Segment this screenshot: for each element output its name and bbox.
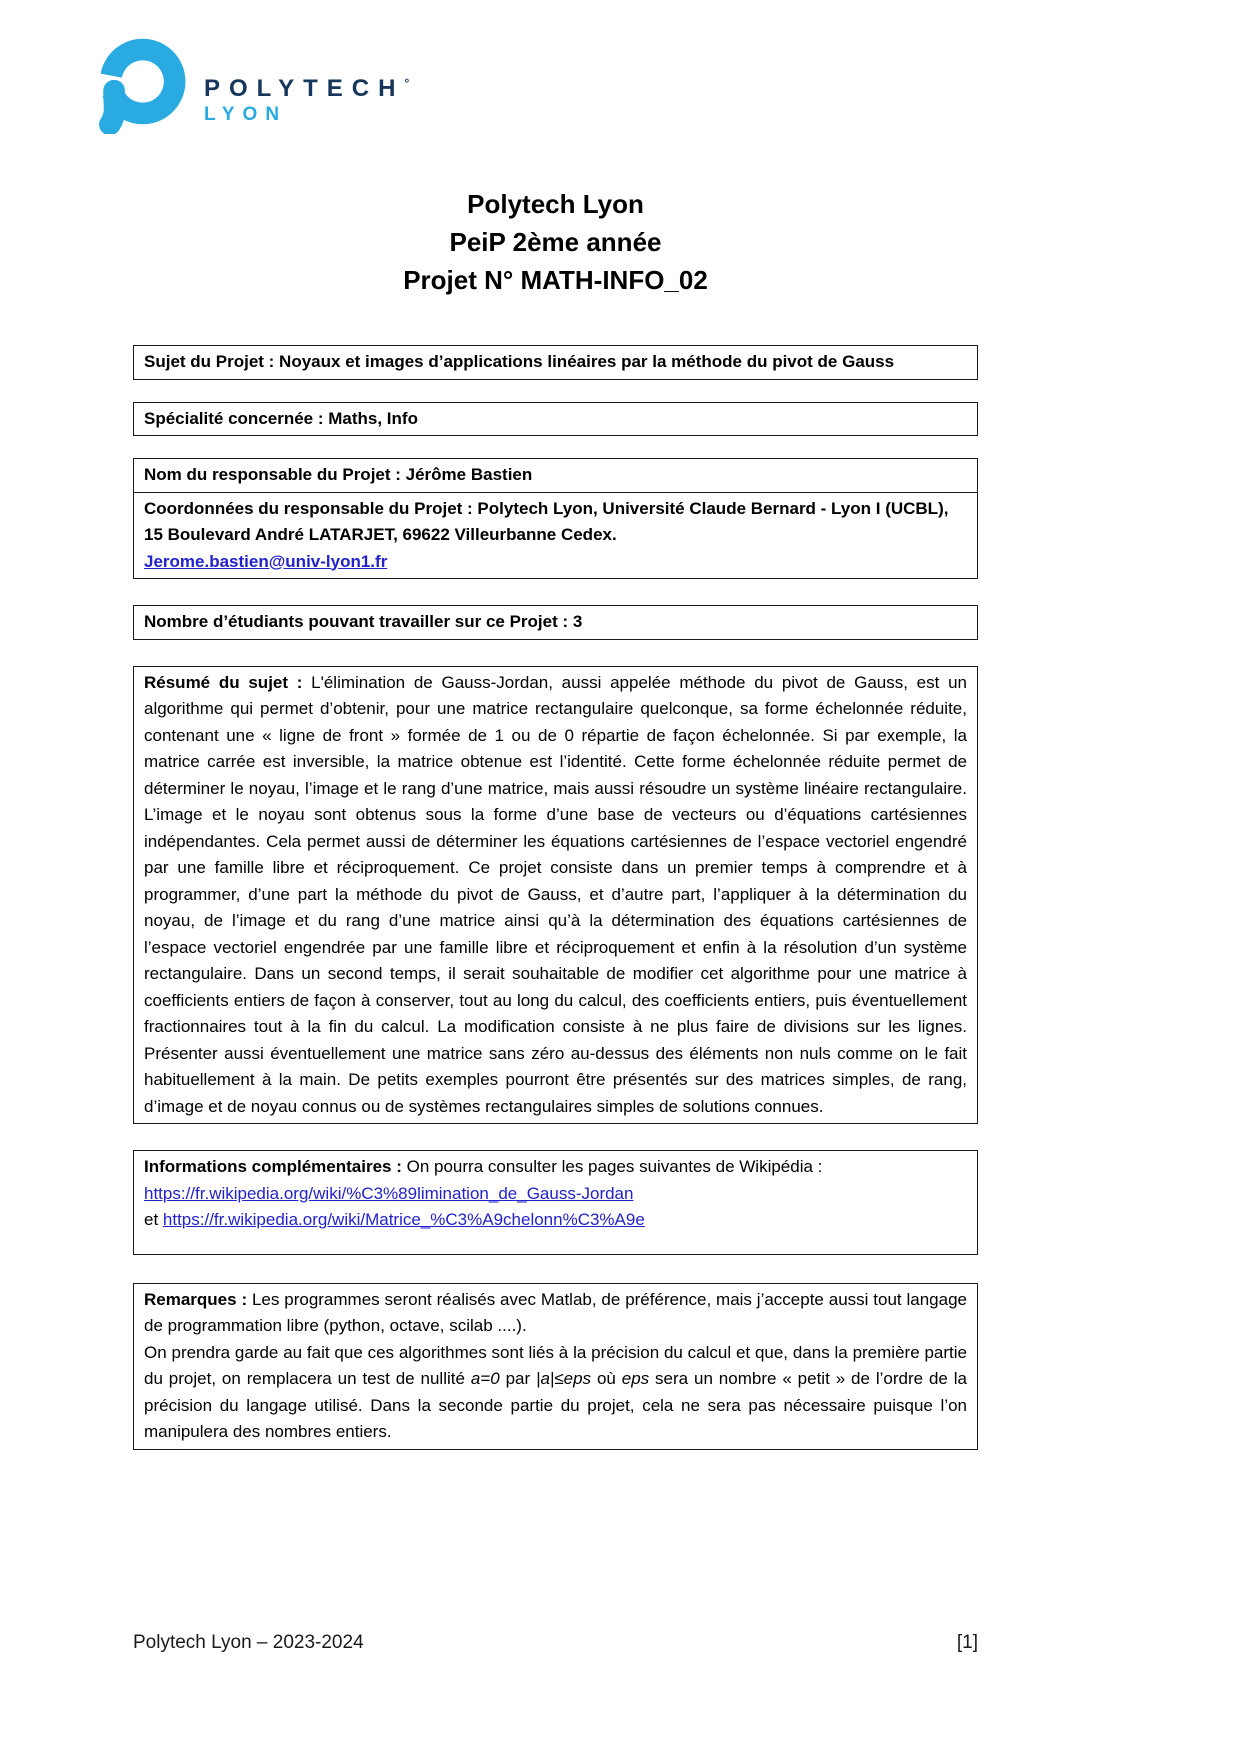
- responsable-nom-text: Nom du responsable du Projet : Jérôme Bastien: [144, 465, 533, 484]
- informations-intro: On pourra consulter les pages suivantes de Wikipédia :: [401, 1157, 823, 1176]
- responsable-coordonnees-row: [134, 493, 977, 579]
- nombre-etudiants-text: Nombre d’étudiants pouvant travailler sur ce Projet : 3: [144, 612, 583, 631]
- wikipedia-link-matrice-echelonnee[interactable]: https://fr.wikipedia.org/wiki/Matrice_%C3%A9chelonn%C3%A9e: [162, 1210, 645, 1229]
- box-specialite: [133, 402, 978, 437]
- responsable-nom-row: [134, 459, 977, 493]
- specialite-text: Spécialité concernée : Maths, Info: [144, 408, 418, 428]
- resume-paragraph: [134, 667, 977, 1124]
- resume-label: Résumé du sujet :: [144, 672, 303, 692]
- remarques-math-eps: eps: [621, 1369, 650, 1388]
- box-responsable: [133, 458, 978, 579]
- informations-et: et: [144, 1210, 163, 1229]
- sujet-text: Sujet du Projet : Noyaux et images d’applications linéaires par la méthode du pivot de Gauss: [144, 352, 895, 371]
- resume-text: L'élimination de Gauss-Jordan, aussi appelée méthode du pivot de Gauss, est un algorithme qui permet d’obtenir, pour une matrice rectangulaire quelconque, sa forme échelonnée réduite, contenant une « ligne de front » formée de 1 ou de 0 répartie de façon échelonnée. Si par exemple, la matrice carrée est inversible, la matrice obtenue est l’identité. Cette forme échelonnée réduite permet de déterminer le noyau, l’image et le rang d’une matrice, mais aussi résoudre un système linéaire rectangulaire. L’image et le noyau sont obtenus sous la forme d’une base de vecteurs ou d’équations cartésiennes indépendantes. Cela permet aussi de déterminer les équations cartésiennes de l’espace vectoriel engendré par une famille libre et réciproquement. Ce projet consiste dans un premier temps à comprendre et à programmer, d’une part la méthode du pivot de Gauss, et d’autre part, l’appliquer à la détermination du noyau, de l’image et du rang d’une matrice ainsi qu’à la détermination des équations cartésiennes de l’espace vectoriel engendrée par une famille libre et réciproquement et enfin à la résolution d’un système rectangulaire. Dans un second temps, il serait souhaitable de modifier cet algorithme pour une matrice à coefficients entiers de façon à conserver, tout au long du calcul, des coefficients entiers, puis éventuellement fractionnaires tout à la fin du calcul. La modification consiste à ne plus faire de divisions sur les lignes. Présenter aussi éventuellement une matrice sans zéro au-dessus des éléments non nuls comme on le fait habituellement à la main. De petits exemples pourront être présentés sur des matrices simples, de rang, d’image et de noyau connus ou de systèmes rectangulaires simples de solutions connues.: [144, 672, 967, 1116]
- document-content: [133, 0, 978, 1450]
- email-link[interactable]: Jerome.bastien@univ-lyon1.fr: [144, 551, 388, 571]
- title-line-1: Polytech Lyon: [467, 189, 644, 219]
- logo-brand-name: POLYTECH°: [204, 75, 410, 102]
- remarques-mid2: où: [591, 1369, 622, 1388]
- registered-mark-icon: °: [404, 76, 410, 90]
- logo-city-name: LYON: [204, 104, 288, 125]
- box-resume: [133, 666, 978, 1125]
- box-nombre-etudiants: [133, 605, 978, 640]
- informations-paragraph: [134, 1151, 977, 1254]
- footer-page-number: [1]: [956, 1632, 978, 1653]
- box-informations: [133, 1150, 978, 1255]
- remarques-seg1: Les programmes seront réalisés avec Matlab, de préférence, mais j’accepte aussi tout langage de programmation libre (python, octave, scilab ....).: [144, 1289, 968, 1335]
- footer-left-text: Polytech Lyon – 2023-2024: [133, 1632, 364, 1653]
- coordonnees-text: Coordonnées du responsable du Projet : Polytech Lyon, Université Claude Bernard - Lyon I (UCBL), 15 Boulevard André LATARJET, 69622 Villeurbanne Cedex.: [144, 498, 949, 544]
- title-line-3: Projet N° MATH-INFO_02: [403, 265, 708, 295]
- informations-label: Informations complémentaires :: [144, 1157, 402, 1176]
- wikipedia-link-gauss-jordan[interactable]: https://fr.wikipedia.org/wiki/%C3%89limination_de_Gauss-Jordan: [144, 1183, 634, 1203]
- remarques-math-a0: a=0: [470, 1369, 500, 1388]
- remarques-paragraph: [134, 1284, 977, 1449]
- remarques-seg3: sera un nombre « petit » de l’ordre de la précision du langage utilisé. Dans la seconde partie du projet, cela ne sera pas nécessaire puisque l’on manipulera des nombres entiers.: [144, 1369, 967, 1441]
- responsable-coordonnees-text: [134, 493, 977, 579]
- box-remarques: [133, 1283, 978, 1450]
- title-line-2: PeiP 2ème année: [449, 227, 662, 257]
- box-sujet: [133, 345, 978, 380]
- remarques-label: Remarques :: [144, 1289, 248, 1309]
- page-title: [133, 185, 978, 299]
- remarques-math-abs-eps: |a|≤eps: [536, 1369, 592, 1388]
- page-footer: [133, 1632, 978, 1654]
- remarques-seg2: On prendra garde au fait que ces algorithmes sont liés à la précision du calcul et que, dans la première partie du projet, on remplacera un test de nullité: [144, 1342, 967, 1388]
- remarques-mid1: par: [499, 1369, 537, 1388]
